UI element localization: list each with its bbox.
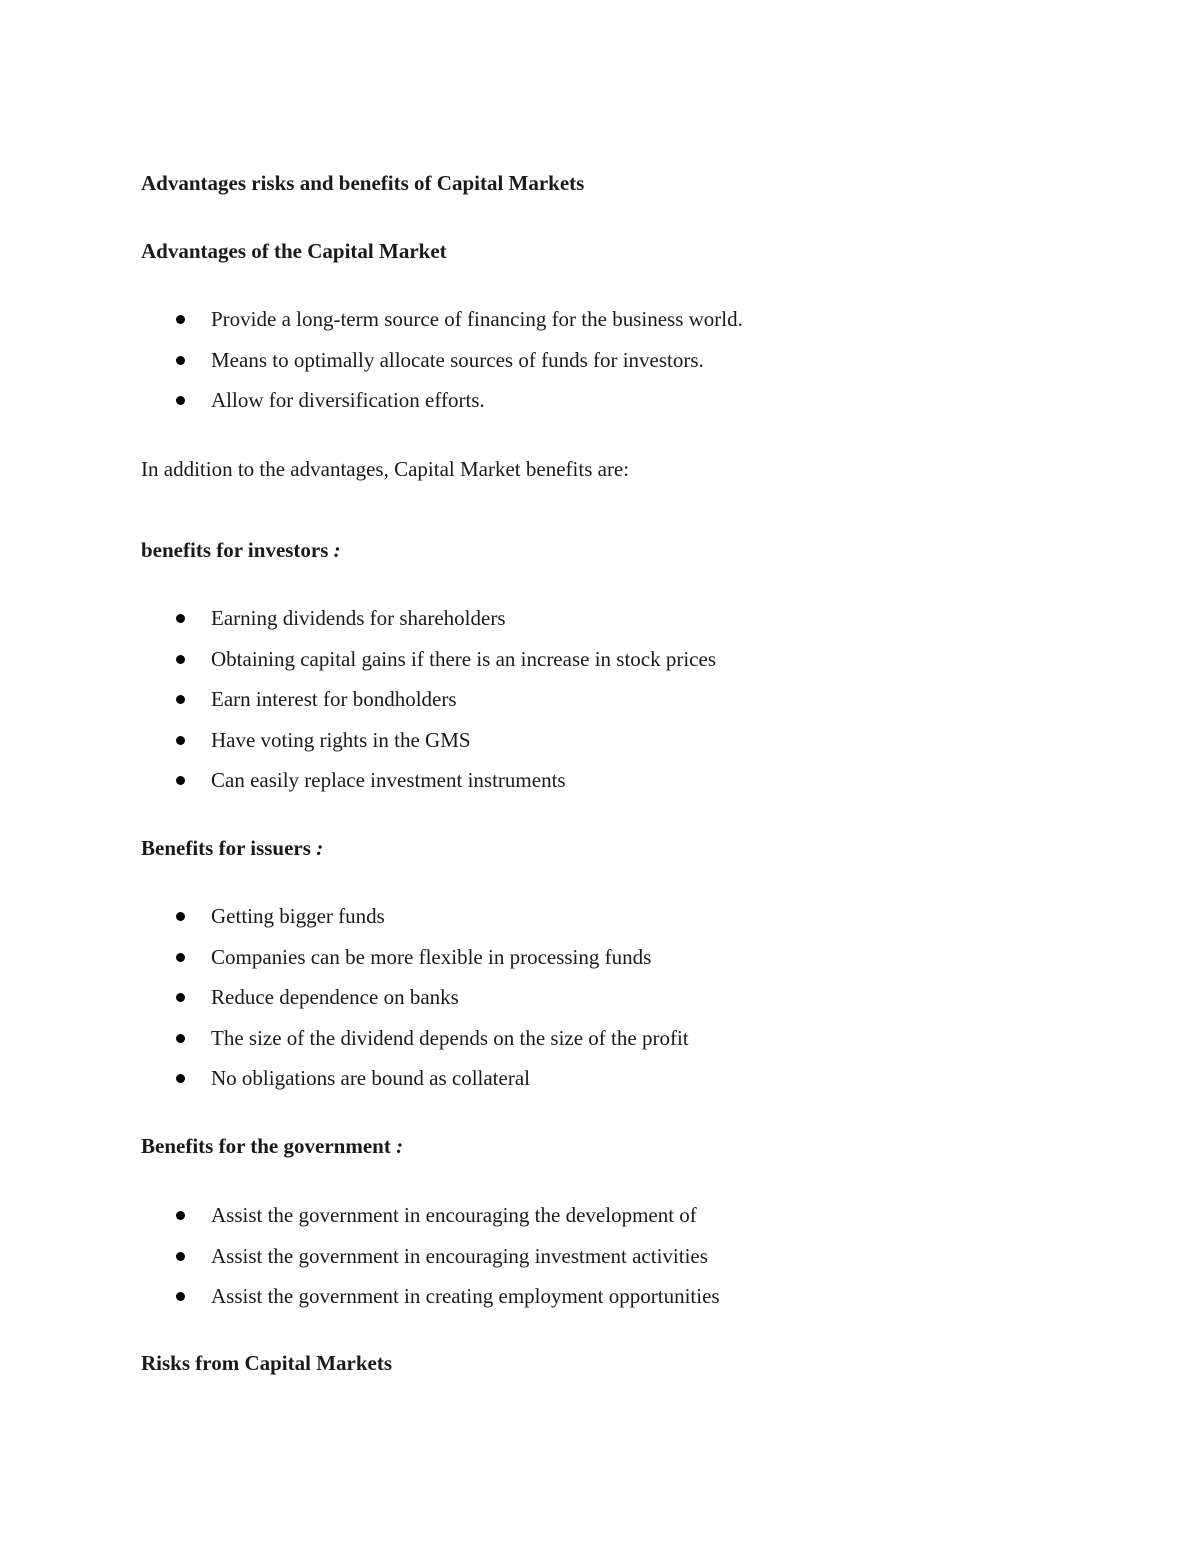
list-item-text: Can easily replace investment instruments xyxy=(211,768,566,793)
section-heading-advantages: Advantages of the Capital Market xyxy=(141,239,447,263)
list-item-text: Earning dividends for shareholders xyxy=(211,606,506,630)
bullet-icon xyxy=(176,356,185,365)
intro-paragraph: In addition to the advantages, Capital Market benefits are: xyxy=(141,457,630,481)
list-item-text: Allow for diversification efforts. xyxy=(211,388,485,413)
bullet-icon xyxy=(176,912,185,921)
bullet-icon xyxy=(176,993,185,1002)
bullet-icon xyxy=(176,1211,185,1220)
bullet-icon xyxy=(176,614,185,623)
list-item-text: Means to optimally allocate sources of funds for investors. xyxy=(211,347,704,372)
list-item-text: Provide a long-term source of financing for the business world. xyxy=(211,307,743,331)
list-item-text: Obtaining capital gains if there is an increase in stock prices xyxy=(211,646,716,671)
document-title: Advantages risks and benefits of Capital Markets xyxy=(141,171,585,195)
list-item-text: Earn interest for bondholders xyxy=(211,687,457,712)
section-heading-risks: Risks from Capital Markets xyxy=(141,1351,393,1375)
bullet-icon xyxy=(176,776,185,785)
section-heading-colon: : xyxy=(316,836,324,860)
list-item-text: Companies can be more flexible in processing funds xyxy=(211,944,652,969)
list-item-text: No obligations are bound as collateral xyxy=(211,1066,530,1091)
section-heading-colon: : xyxy=(396,1134,404,1158)
bullet-icon xyxy=(176,315,185,324)
bullet-icon xyxy=(176,1252,185,1261)
section-heading-investors xyxy=(141,537,341,563)
bullet-icon xyxy=(176,1074,185,1083)
list-item-text: Have voting rights in the GMS xyxy=(211,727,471,752)
bullet-icon xyxy=(176,736,185,745)
section-heading-issuers xyxy=(141,835,323,861)
list-item-text: Assist the government in creating employment opportunities xyxy=(211,1284,720,1309)
bullet-icon xyxy=(176,1292,185,1301)
bullet-icon xyxy=(176,655,185,664)
list-item-text: Reduce dependence on banks xyxy=(211,985,459,1010)
section-heading-investors-text: benefits for investors xyxy=(141,538,329,562)
bullet-icon xyxy=(176,953,185,962)
section-heading-government xyxy=(141,1133,403,1159)
bullet-icon xyxy=(176,695,185,704)
list-item-text: The size of the dividend depends on the size of the profit xyxy=(211,1025,689,1050)
bullet-icon xyxy=(176,396,185,405)
section-heading-colon: : xyxy=(333,538,341,562)
section-heading-government-text: Benefits for the government xyxy=(141,1134,391,1158)
section-heading-issuers-text: Benefits for issuers xyxy=(141,836,311,860)
list-item-text: Getting bigger funds xyxy=(211,904,385,928)
list-item-text: Assist the government in encouraging investment activities xyxy=(211,1243,708,1268)
list-item-text: Assist the government in encouraging the development of xyxy=(211,1203,697,1227)
bullet-icon xyxy=(176,1034,185,1043)
